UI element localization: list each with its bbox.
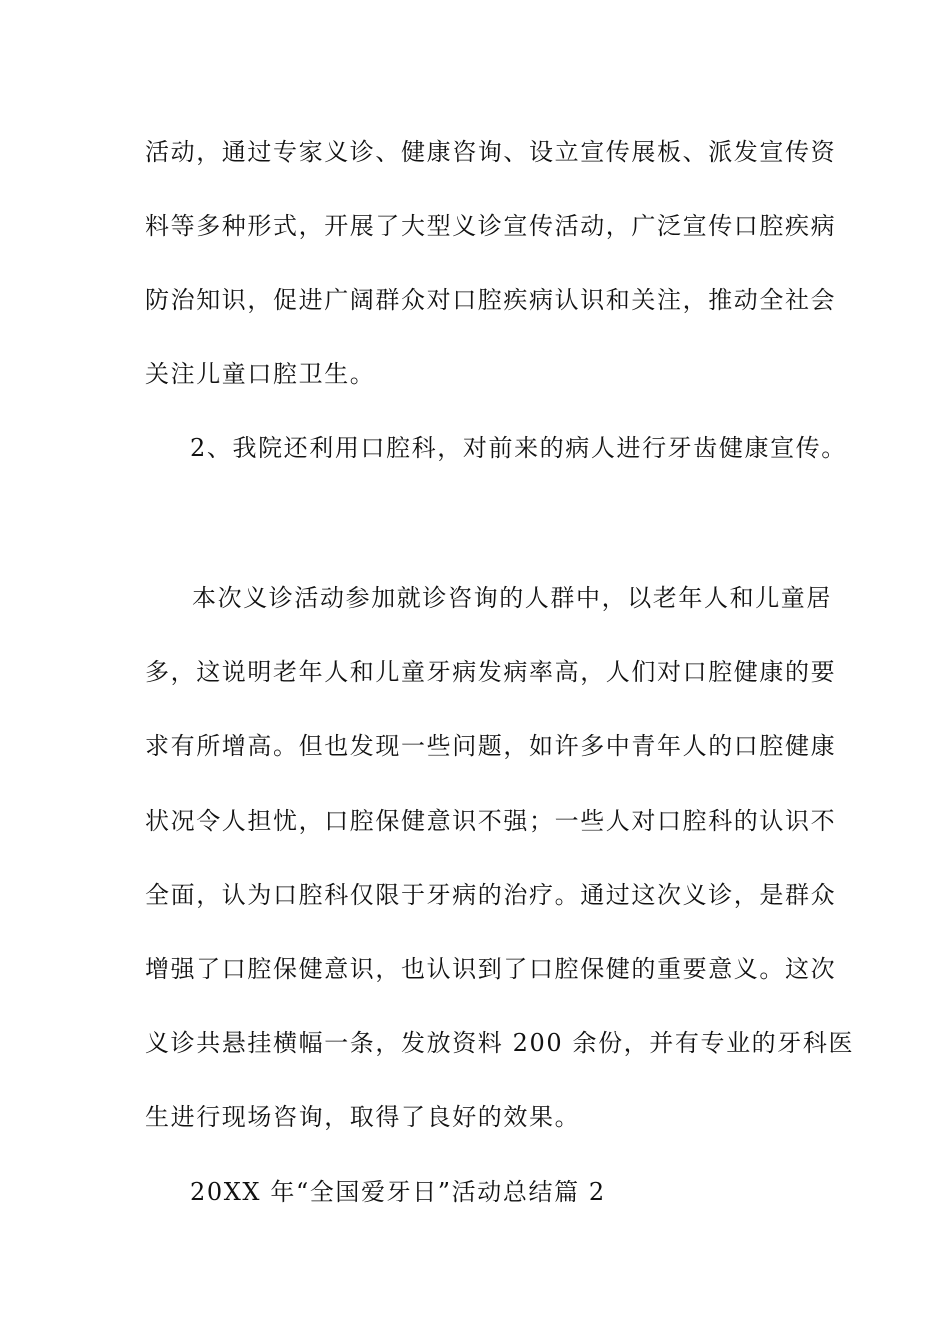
paragraph-3-line-8: 生进行现场咨询，取得了良好的效果。 [145, 1103, 581, 1131]
paragraph-3-line-7: 义诊共悬挂横幅一条，发放资料 200 余份，并有专业的牙科医 [145, 1029, 855, 1057]
paragraph-1-line-3: 防治知识，促进广阔群众对口腔疾病认识和关注，推动全社会 [145, 286, 837, 314]
paragraph-2: 2、我院还利用口腔科，对前来的病人进行牙齿健康宣传。 [190, 434, 847, 462]
paragraph-1-line-1: 活动，通过专家义诊、健康咨询、设立宣传展板、派发宣传资 [145, 138, 837, 166]
section-heading: 20XX 年“全国爱牙日”活动总结篇 2 [190, 1178, 606, 1206]
paragraph-3-line-3: 求有所增高。但也发现一些问题，如许多中青年人的口腔健康 [145, 732, 837, 760]
paragraph-3-line-4: 状况令人担忧，口腔保健意识不强；一些人对口腔科的认识不 [145, 807, 837, 835]
paragraph-3-line-5: 全面，认为口腔科仅限于牙病的治疗。通过这次义诊，是群众 [145, 881, 837, 909]
paragraph-3-line-6: 增强了口腔保健意识，也认识到了口腔保健的重要意义。这次 [145, 955, 837, 983]
paragraph-3-line-2: 多，这说明老年人和儿童牙病发病率高，人们对口腔健康的要 [145, 658, 837, 686]
paragraph-1-line-2: 料等多种形式，开展了大型义诊宣传活动，广泛宣传口腔疾病 [145, 212, 837, 240]
paragraph-1-line-4: 关注儿童口腔卫生。 [145, 360, 376, 388]
paragraph-3-line-1: 本次义诊活动参加就诊咨询的人群中，以老年人和儿童居 [192, 584, 832, 612]
